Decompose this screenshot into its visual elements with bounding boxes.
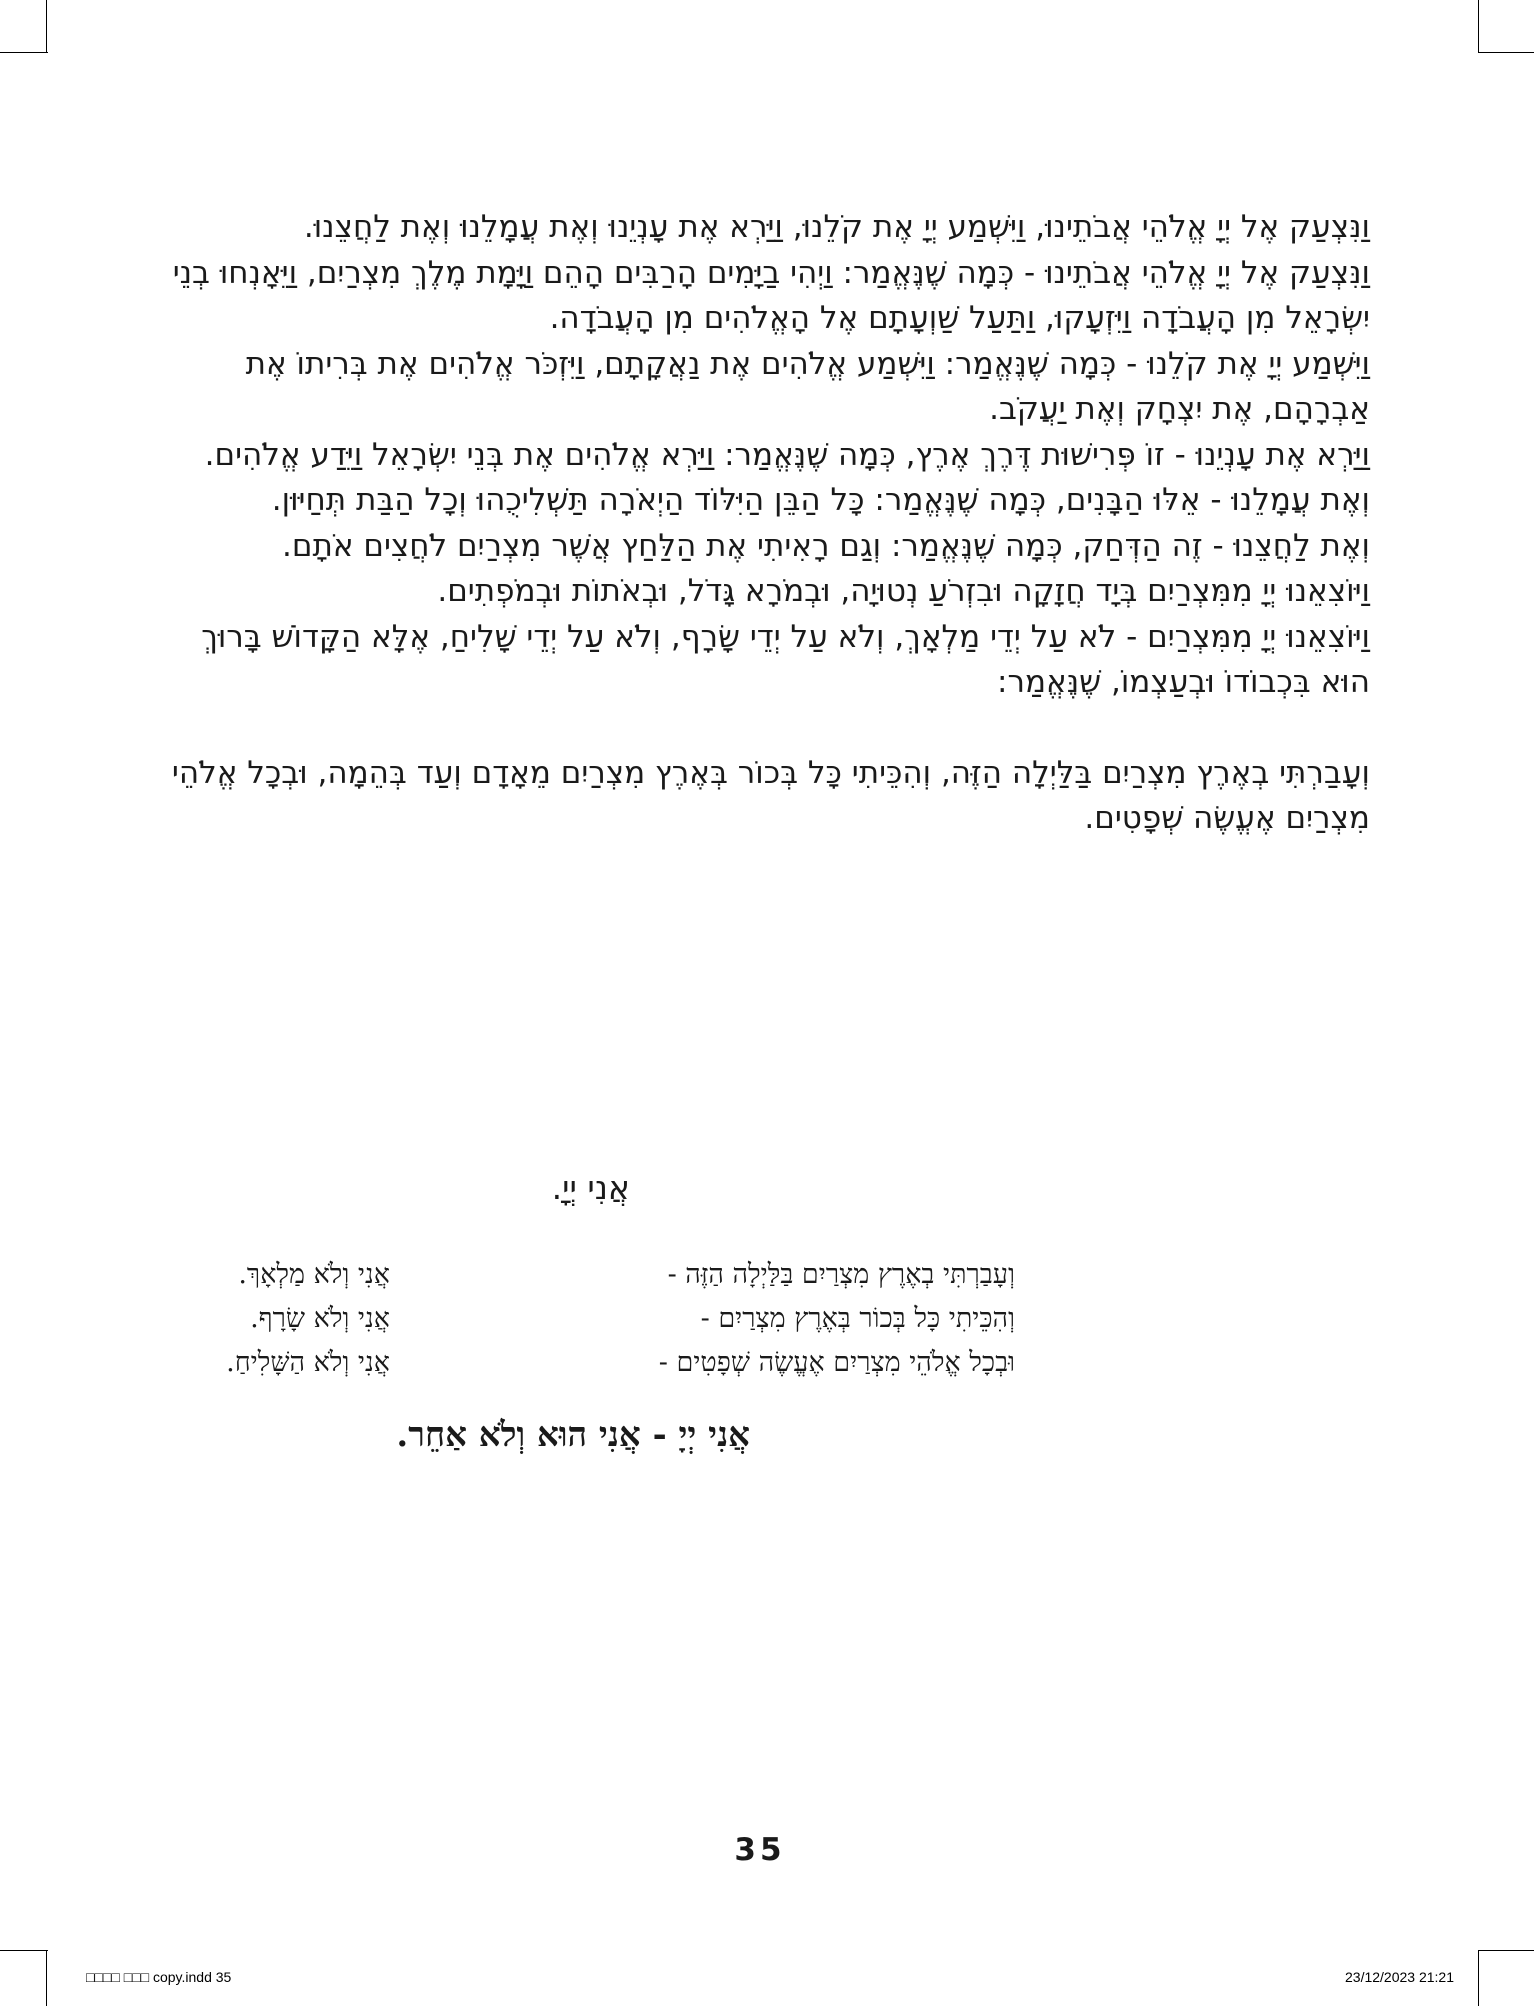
paragraph-7: וַיּוֹצִאֵנוּ יְיָ מִמִּצְרַיִם בְּיָד חֲזָקָה וּבִזְרֹעַ נְטוּיָה, וּבְמֹרָא גָּדֹל, וּבְאֹתוֹת וּבְמֹפְתִים. — [437, 573, 1370, 609]
haggadah-body-text — [160, 205, 1370, 842]
paragraph-3: וַיִּשְׁמַע יְיָ אֶת קֹלֵנוּ - כְּמָה שֶׁנֶּאֱמַר: וַיִּשְׁמַע אֱלֹהִים אֶת נַאֲקָתָם, וַיִּזְכֹּר אֱלֹהִים אֶת בְּרִיתוֹ אֶת אַבְרָהָם, אֶת יִצְחָק וְאֶת יַעֲקֹב. — [245, 345, 1370, 427]
crop-mark-bottom-right-vertical — [1478, 1950, 1479, 2006]
paragraph-1: וַנִּצְעַק אֶל יְיָ אֱלֹהֵי אֲבֹתֵינוּ, וַיִּשְׁמַע יְיָ אֶת קֹלֵנוּ, וַיַּרְא אֶת עָנְיֵנוּ וְאֶת עֲמָלֵנוּ וְאֶת לַחֲצֵנוּ. — [303, 209, 1370, 245]
crop-mark-top-left-vertical — [46, 0, 47, 52]
verse-phrase-3: וּבְכָל אֱלֹהֵי מִצְרַיִם אֶעֱשֶׂה שְׁפָטִים - — [658, 1347, 1015, 1378]
paragraph-2: וַנִּצְעַק אֶל יְיָ אֱלֹהֵי אֲבֹתֵינוּ - כְּמָה שֶׁנֶּאֱמַר: וַיְהִי בַיָּמִים הָרַבִּים הָהֵם וַיָּמָת מֶלֶךְ מִצְרַיִם, וַיֵּאָנְחוּ בְנֵי יִשְׂרָאֵל מִן הָעֲבֹדָה וַיִּזְעָקוּ, וַתַּעַל שַׁוְעָתָם אֶל הָאֱלֹהִים מִן הָעֲבֹדָה. — [172, 254, 1370, 336]
paragraph-6: וְאֶת לַחֲצֵנוּ - זֶה הַדְּחַק, כְּמָה שֶׁנֶּאֱמַר: וְגַם רָאִיתִי אֶת הַלַּחַץ אֲשֶׁר מִצְרַיִם לֹחֲצִים אֹתָם. — [282, 527, 1370, 564]
ani-adonai-line: אֲנִי יְיָ. — [551, 1168, 630, 1207]
paragraph-9: וְעָבַרְתִּי בְאֶרֶץ מִצְרַיִם בַּלַּיְלָה הַזֶּה, וְהִכֵּיתִי כָּל בְּכוֹר בְּאֶרֶץ מִצְרַיִם מֵאָדָם וְעַד בְּהֵמָה, וּבְכָל אֱלֹהֵי מִצְרַיִם אֶעֱשֶׂה שְׁפָטִים. — [171, 754, 1370, 836]
crop-mark-bottom-right-horizontal — [1478, 1950, 1534, 1951]
slug-datetime: 23/12/2023 21:21 — [1345, 1969, 1454, 1985]
verse-phrase-1: וְעָבַרְתִּי בְאֶרֶץ מִצְרַיִם בַּלַּיְלָה הַזֶּה - — [667, 1259, 1015, 1290]
commentary-1: אֲנִי וְלֹא מַלְאָךְ. — [238, 1259, 390, 1290]
closing-line: אֲנִי יְיָ - אֲנִי הוּא וְלֹא אַחֵר. — [396, 1415, 750, 1455]
page-number: 35 — [734, 1832, 786, 1868]
crop-mark-top-right-vertical — [1478, 0, 1479, 52]
commentary-2: אֲנִי וְלֹא שָׂרָף. — [250, 1303, 390, 1334]
verse-phrases-column — [545, 1253, 1015, 1385]
verse-phrase-2: וְהִכֵּיתִי כָּל בְּכוֹר בְּאֶרֶץ מִצְרַיִם - — [700, 1303, 1015, 1334]
crop-mark-bottom-left-horizontal — [0, 1950, 48, 1951]
crop-mark-bottom-left-vertical — [46, 1950, 47, 2006]
paragraph-8: וַיּוֹצִאֵנוּ יְיָ מִמִּצְרַיִם - לֹא עַל יְדֵי מַלְאָךְ, וְלֹא עַל יְדֵי שָׂרָף, וְלֹא עַל יְדֵי שָׁלִיחַ, אֶלָּא הַקָּדוֹשׁ בָּרוּךְ הוּא בִּכְבוֹדוֹ וּבְעַצְמוֹ, שֶׁנֶּאֱמַר: — [201, 618, 1370, 700]
slug-file-info: □□□□ □□□ copy.indd 35 — [86, 1969, 232, 1985]
paragraph-5: וְאֶת עֲמָלֵנוּ - אֵלּוּ הַבָּנִים, כְּמָה שֶׁנֶּאֱמַר: כָּל הַבֵּן הַיִּלּוֹד הַיְאֹרָה תַּשְׁלִיכֻהוּ וְכָל הַבַּת תְּחַיּוּן. — [271, 482, 1370, 518]
commentary-column — [180, 1253, 390, 1385]
paragraph-4: וַיַּרְא אֶת עָנְיֵנוּ - זוֹ פְּרִישׁוּת דֶּרֶךְ אֶרֶץ, כְּמָה שֶׁנֶּאֱמַר: וַיַּרְא אֱלֹהִים אֶת בְּנֵי יִשְׂרָאֵל וַיֵּדַע אֱלֹהִים. — [204, 436, 1370, 473]
crop-mark-top-right-horizontal — [1478, 52, 1534, 53]
commentary-3: אֲנִי וְלֹא הַשָּׁלִיחַ. — [226, 1347, 390, 1378]
paragraph-spacer — [160, 706, 1370, 751]
crop-mark-top-left-horizontal — [0, 52, 48, 53]
